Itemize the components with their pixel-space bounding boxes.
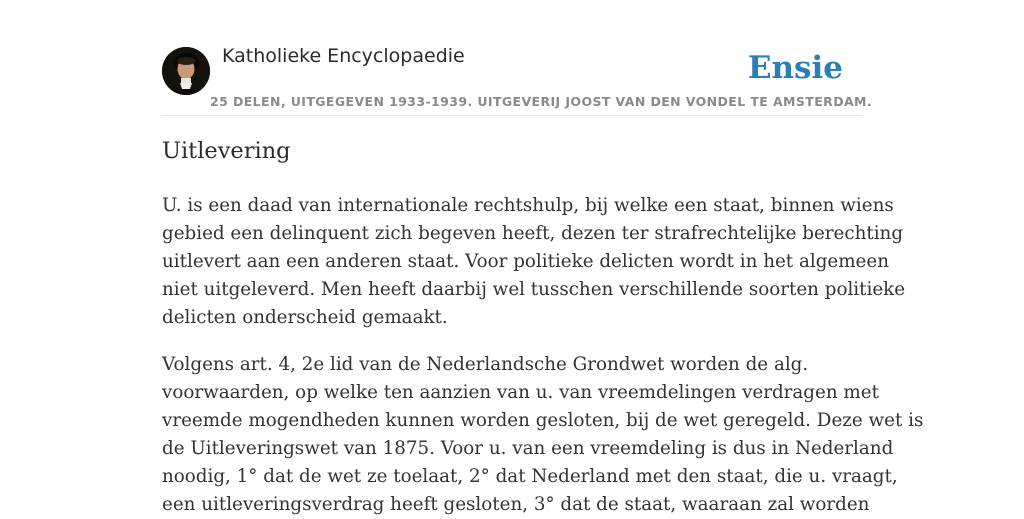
article-paragraph bbox=[162, 192, 906, 332]
article-title: Uitlevering bbox=[162, 138, 291, 164]
publication-avatar[interactable] bbox=[162, 47, 210, 95]
text-line: voorwaarden, op welke ten aanzien van u. van vreemdelingen verdragen met bbox=[162, 382, 879, 403]
text-line: noodig, 1° dat de wet ze toelaat, 2° dat Nederland met den staat, die u. vraagt, bbox=[162, 466, 898, 487]
text-line: vreemde mogendheden kunnen worden gesloten, bij de wet geregeld. Deze wet is bbox=[162, 410, 924, 431]
publication-title[interactable]: Katholieke Encyclopaedie bbox=[222, 45, 465, 67]
text-line: delicten onderscheid gemaakt. bbox=[162, 307, 448, 328]
text-line: een uitleveringsverdrag heeft gesloten, 3° dat de staat, waaraan zal worden bbox=[162, 494, 870, 515]
text-line: gebied een delinquent zich begeven heeft, dezen ter strafrechtelijke berechting bbox=[162, 223, 904, 244]
portrait-icon bbox=[162, 47, 210, 95]
text-line: uitlevert aan een anderen staat. Voor politieke delicten wordt in het algemeen bbox=[162, 251, 889, 272]
text-line: niet uitgeleverd. Men heeft daarbij wel tusschen verschillende soorten politieke bbox=[162, 279, 906, 300]
page bbox=[162, 0, 924, 515]
text-line: U. is een daad van internationale rechtshulp, bij welke een staat, binnen wiens bbox=[162, 195, 894, 216]
header-divider bbox=[162, 115, 862, 116]
text-line: de Uitleveringswet van 1875. Voor u. van een vreemdeling is dus in Nederland bbox=[162, 438, 894, 459]
publication-subtitle: 25 DELEN, UITGEGEVEN 1933-1939. UITGEVERIJ JOOST VAN DEN VONDEL TE AMSTERDAM. bbox=[210, 94, 873, 109]
text-line: Volgens art. 4, 2e lid van de Nederlandsche Grondwet worden de alg. bbox=[162, 354, 809, 375]
ensie-logo-link[interactable]: Ensie bbox=[747, 50, 843, 86]
article-paragraph bbox=[162, 351, 924, 519]
